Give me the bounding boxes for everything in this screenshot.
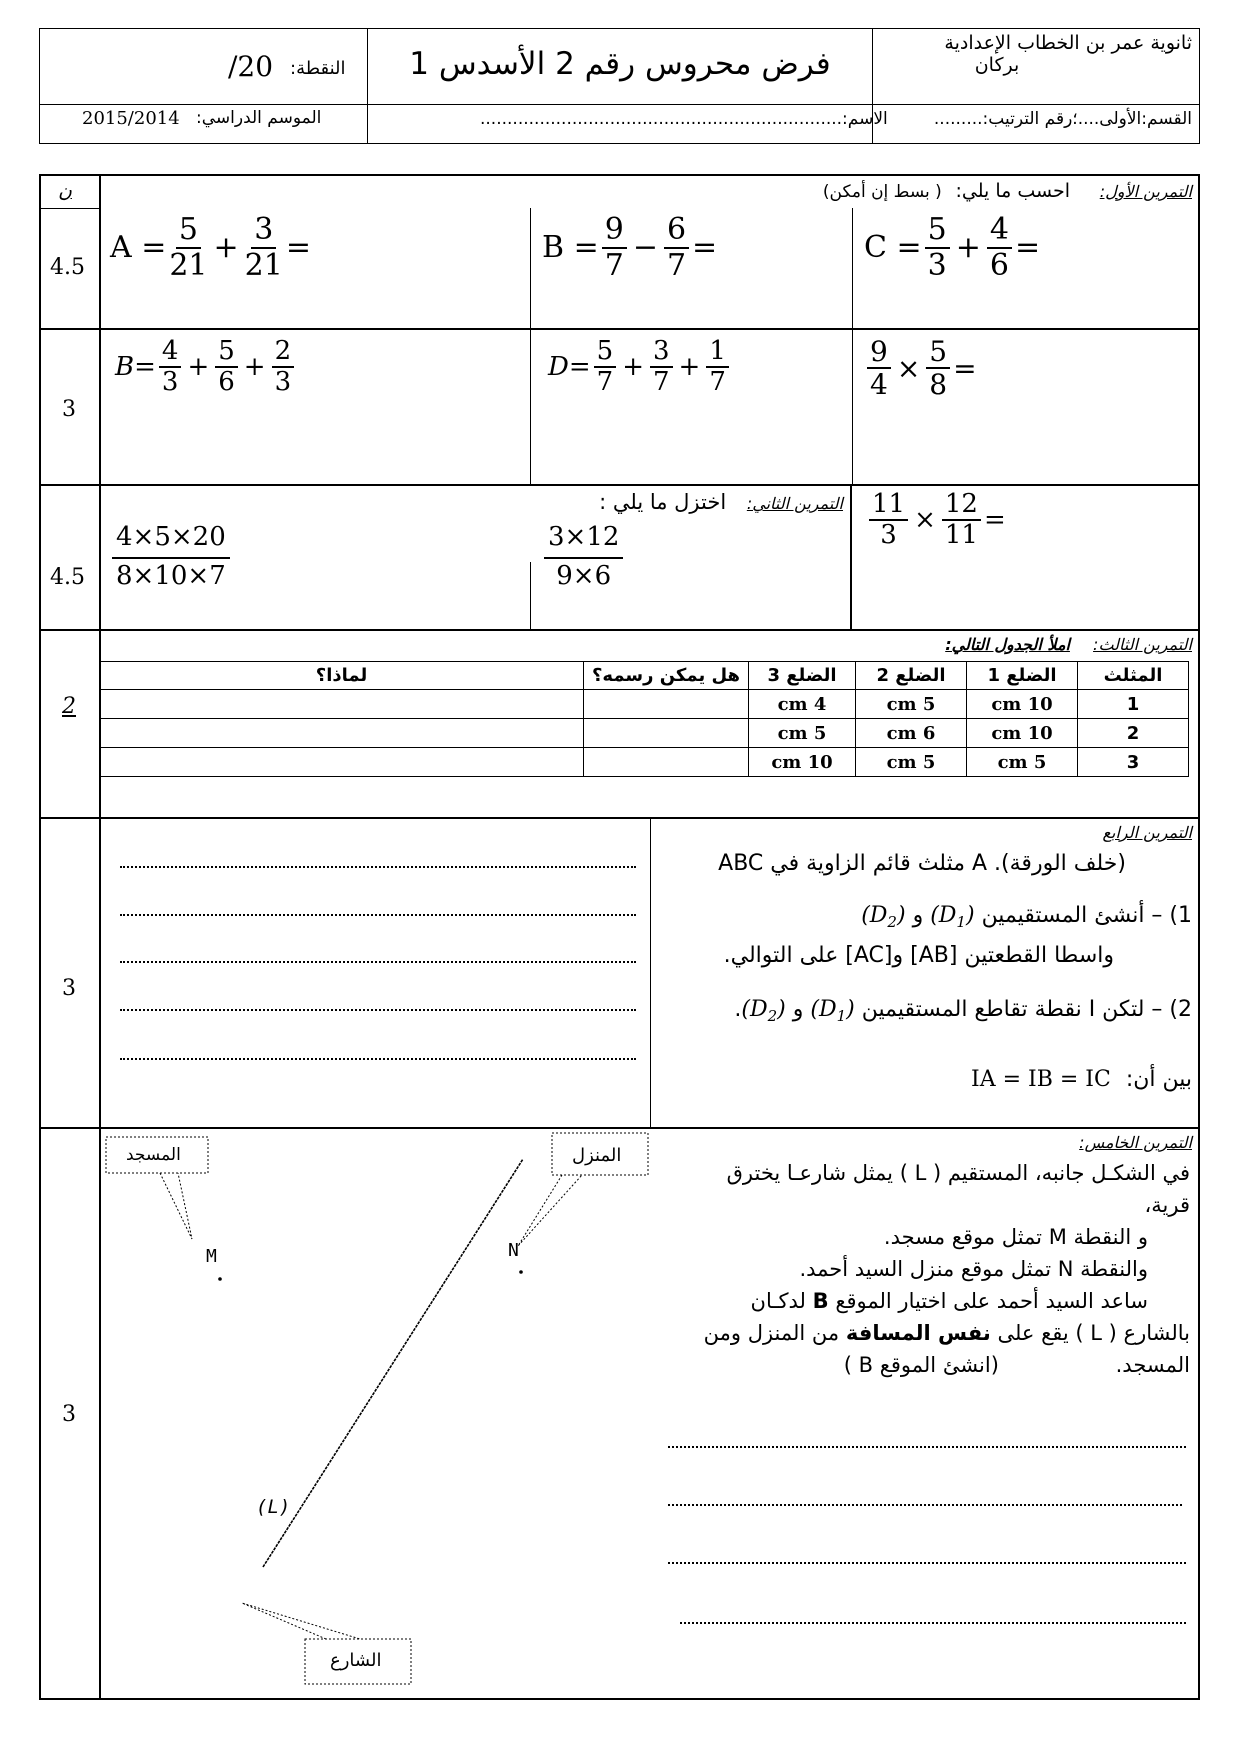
ex2-title: التمرين الثاني:	[746, 494, 843, 513]
street-figure	[100, 1129, 660, 1695]
ex4-line4: 2) – لتكن I نقطة تقاطع المستقيمين $(D_1)$ و $(D_2)$.	[734, 997, 1192, 1025]
point-M	[218, 1277, 222, 1281]
answer-line[interactable]	[120, 961, 636, 963]
house-label: المنزل	[572, 1145, 622, 1166]
ex1-instruction: احسب ما يلي:	[955, 180, 1070, 202]
expr-A: A = $\frac{5}{21}$ + $\frac{3}{21}$ =	[110, 212, 311, 283]
expr-B: B = $\frac{9}{7}$ − $\frac{6}{7}$ =	[542, 212, 718, 283]
answer-line[interactable]	[668, 1504, 1182, 1506]
answer-line[interactable]	[668, 1446, 1186, 1448]
col-why: لماذا؟	[100, 662, 584, 690]
ex2-fraction-2: $\frac{3\times 12}{9\times 6}$	[544, 520, 623, 594]
point-N	[519, 1270, 523, 1274]
answer-can-draw-1[interactable]	[584, 690, 749, 719]
line-L-label: (L)	[256, 1496, 291, 1518]
season-value: 2015/2014	[82, 108, 180, 129]
ex3-instruction: املأ الجدول التالي:	[945, 635, 1070, 654]
street-label: الشارع	[330, 1650, 382, 1671]
answer-line[interactable]	[120, 1058, 636, 1060]
triangle-table	[99, 661, 1189, 777]
score-ex4: 3	[62, 976, 76, 1001]
point-N-label: N	[508, 1240, 519, 1261]
grade-label: النقطة:	[290, 58, 346, 79]
expr-B2: B= $\frac{4}{3}$ + $\frac{5}{6}$ + $\frac{2}{3}$	[115, 337, 297, 397]
score-ex3: 2	[62, 694, 76, 719]
col-side2: الضلع 2	[856, 662, 967, 690]
ex1-note: ( بسط إن أمكن)	[822, 182, 942, 202]
col-side1: الضلع 1	[967, 662, 1078, 690]
season-label: الموسم الدراسي:	[196, 108, 322, 128]
answer-line[interactable]	[120, 1009, 636, 1011]
ex3-title: التمرين الثالث:	[1093, 635, 1192, 654]
class-rank: القسم:الأولى....؛رقم الترتيب:.........	[933, 109, 1192, 129]
street-line-L	[263, 1159, 523, 1567]
ex4-line1: ABC مثلث قائم الزاوية في A .(خلف الورقة)	[718, 851, 1126, 876]
ex4-line3: واسطا القطعتين [AB] و[AC] على التوالي.	[723, 943, 1114, 968]
answer-why-3[interactable]	[100, 748, 584, 777]
col-side3: الضلع 3	[749, 662, 856, 690]
student-name: الاسم:...................................................................	[480, 109, 888, 129]
score-ex5: 3	[62, 1402, 76, 1427]
score-header: ن	[58, 180, 72, 202]
table-row: 3 5 cm 5 cm 10 cm	[100, 748, 1189, 777]
answer-can-draw-3[interactable]	[584, 748, 749, 777]
answer-line[interactable]	[120, 866, 636, 868]
ex5-title: التمرين الخامس:	[1079, 1133, 1192, 1152]
answer-line[interactable]	[120, 914, 636, 916]
col-triangle: المثلث	[1078, 662, 1189, 690]
answer-why-1[interactable]	[100, 690, 584, 719]
school-name: ثانوية عمر بن الخطاب الإعدادية بركان	[944, 32, 1192, 76]
answer-why-2[interactable]	[100, 719, 584, 748]
table-row: 2 10 cm 6 cm 5 cm	[100, 719, 1189, 748]
score-ex1-a: 4.5	[50, 255, 85, 280]
answer-line[interactable]	[680, 1622, 1186, 1624]
answer-can-draw-2[interactable]	[584, 719, 749, 748]
ex3-header	[945, 635, 1192, 654]
expr-D: D= $\frac{5}{7}$ + $\frac{3}{7}$ + $\frac{1}{7}$	[548, 337, 732, 397]
ex2-fraction-1: $\frac{4\times 5\times 20}{8\times 10\times 7}$	[112, 520, 230, 594]
ex4-line5: بين أن: IA = IB = IC	[971, 1067, 1192, 1092]
answer-line[interactable]	[668, 1562, 1186, 1564]
ex1-title: التمرين الأول:	[1099, 182, 1192, 201]
expr-product-1: $\frac{9}{4}$ × $\frac{5}{8}$ =	[864, 336, 977, 401]
ex4-title: التمرين الرابع	[1102, 823, 1192, 842]
score-ex1-b: 3	[62, 397, 76, 422]
expr-C: C = $\frac{5}{3}$ + $\frac{4}{6}$ =	[864, 212, 1041, 283]
score-ex2: 4.5	[50, 565, 85, 590]
expr-product-2: $\frac{11}{3}$ × $\frac{12}{11}$ =	[866, 490, 1006, 550]
exam-title: فرض محروس رقم 2 الأسدس 1	[409, 46, 831, 82]
ex1-header	[823, 180, 1192, 202]
table-row: 1 10 cm 5 cm 4 cm	[100, 690, 1189, 719]
ex4-line2: 1) – أنشئ المستقيمين $(D_1)$ و $(D_2)$	[861, 903, 1192, 931]
col-can-draw: هل يمكن رسمه؟	[584, 662, 749, 690]
mosque-label: المسجد	[126, 1145, 181, 1165]
ex2-header	[548, 490, 843, 514]
grade-value: /20	[228, 50, 274, 83]
ex5-text: في الشكـل جانبه، المستقيم ( L ) يمثل شارعـا يخترق قرية، و النقطة M تمثل موقع مسجد. والنقطة N تمثل موقع منزل السيد أحمد. ساعد السيد أحمد على اختيار الموقع B لدكـان بالشارع ( L ) يقع على نفس المسافة من المنزل ومن المسجد. (انشئ الموقع B )	[703, 1161, 1190, 1377]
ex2-instruction: اختزل ما يلي :	[599, 490, 727, 514]
point-M-label: M	[206, 1246, 217, 1267]
